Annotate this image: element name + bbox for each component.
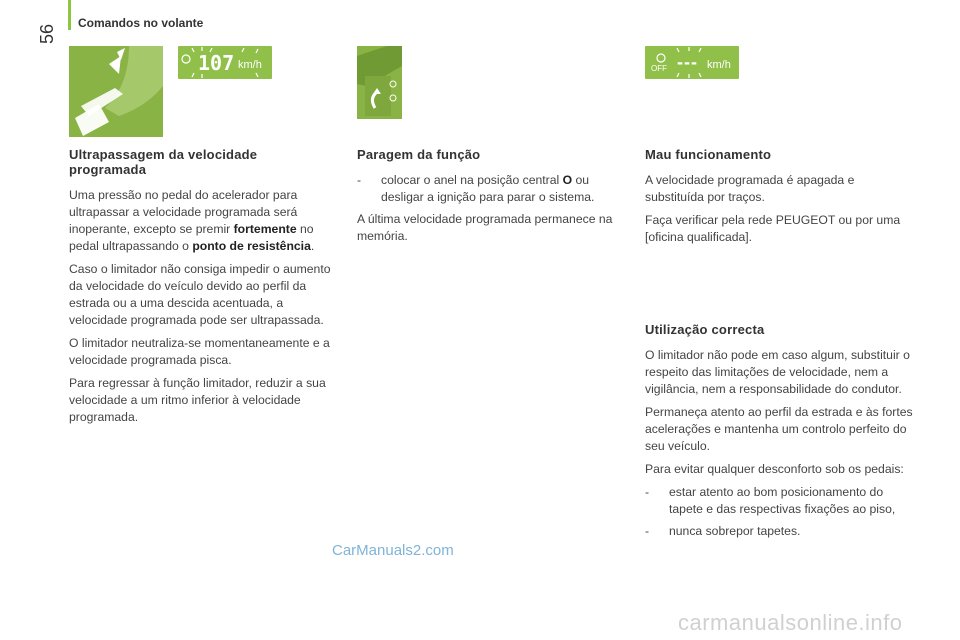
off-unit: km/h (707, 59, 731, 71)
text: ou desligar a ignição para parar o sistema. (381, 173, 595, 204)
paragraph: O limitador não pode em caso algum, substituir o respeito das limitações de velocidade, nem a vigilância, nem a responsabilidade do condutor. (645, 348, 910, 396)
text: colocar o anel na posição central (381, 173, 563, 187)
list-text: estar atento ao bom posicionamento do tapete e das respectivas fixações ao piso, (669, 485, 896, 516)
heading-correct-use: Utilização correcta (645, 322, 765, 337)
dashes-value: --- (677, 52, 698, 72)
text: no pedal ultrapassando o (69, 222, 314, 253)
list-text (381, 172, 625, 206)
speed-value: 107 (198, 51, 235, 75)
off-label: OFF (651, 64, 667, 73)
accelerator-pedal-illustration (69, 46, 163, 137)
paragraph: A última velocidade programada permanece na memória. (357, 212, 613, 243)
bold-text: O (562, 173, 573, 187)
speed-unit: km/h (238, 59, 262, 71)
paragraph: A velocidade programada é apagada e substituída por traços. (645, 173, 855, 204)
paragraph: Para regressar à função limitador, reduzir a sua velocidade a um ritmo inferior à velocidade programada. (69, 376, 326, 424)
column-malfunction (645, 147, 913, 252)
column-stop-function (357, 147, 625, 251)
list-text: nunca sobrepor tapetes. (669, 524, 801, 538)
bold-text: ponto de resistência (192, 239, 311, 253)
heading-stop-function: Paragem da função (357, 147, 481, 162)
list-dash: - (645, 485, 650, 499)
watermark-link[interactable]: CarManuals2.com (332, 542, 454, 559)
page-number: 56 (37, 23, 57, 44)
limiter-ring-illustration (357, 46, 402, 119)
column-correct-use (645, 322, 913, 545)
paragraph (69, 187, 337, 255)
paragraph: Faça verificar pela rede PEUGEOT ou por uma [oficina qualificada]. (645, 213, 901, 244)
paragraph: Permaneça atento ao perfil da estrada e às fortes acelerações e mantenha um controlo perfeito do seu veículo. (645, 405, 913, 453)
list-item (645, 523, 913, 540)
paragraph: Caso o limitador não consiga impedir o aumento da velocidade do veículo devido ao perfil da estrada ou a uma descida acentuada, a velocidade programada pode ser ultrapassada. (69, 262, 331, 327)
paragraph: O limitador neutraliza-se momentaneamente e a velocidade programada pisca. (69, 336, 330, 367)
text: Uma pressão no pedal do acelerador para ultrapassar a velocidade programada será inoperante, excepto se premir (69, 188, 298, 236)
heading-malfunction: Mau funcionamento (645, 147, 772, 162)
speed-limit-display (178, 46, 272, 79)
section-accent-bar (68, 0, 71, 30)
bold-text: fortemente (233, 222, 297, 236)
column-overspeed (69, 147, 337, 432)
list-item (357, 172, 625, 206)
limiter-off-display (645, 46, 739, 79)
watermark-footer: carmanualsonline.info (678, 610, 903, 635)
paragraph: Para evitar qualquer desconforto sob os pedais: (645, 462, 904, 476)
text: . (310, 239, 315, 253)
section-title: Comandos no volante (78, 16, 204, 30)
heading-overspeed: Ultrapassagem da velocidade programada (69, 147, 258, 177)
list-dash: - (645, 524, 650, 538)
list-dash: - (357, 173, 362, 187)
list-item (645, 484, 913, 518)
